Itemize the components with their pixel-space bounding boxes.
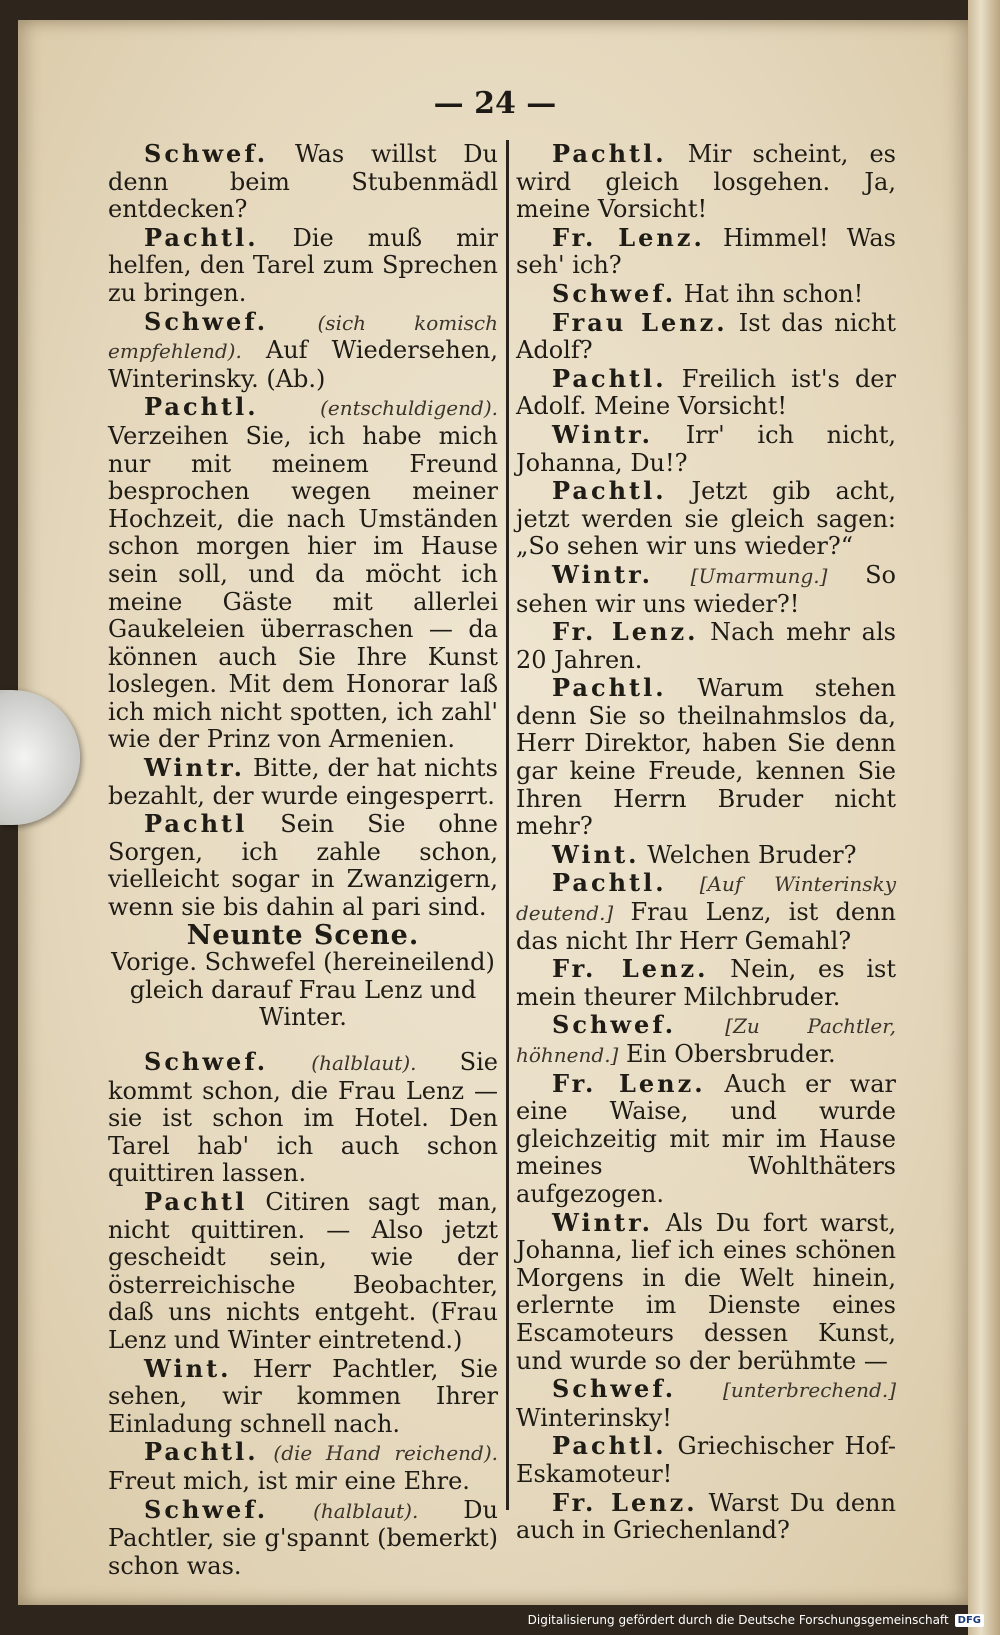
speaker-name: Pachtl.: [552, 1431, 667, 1461]
dialogue-text: Warst Du denn auch in Griechenland?: [516, 1488, 896, 1545]
dialogue-text: Sie kommt schon, die Frau Lenz — sie ist schon im Hotel. Den Tarel hab' ich auch schon quittiren lassen.: [108, 1048, 498, 1188]
dialogue-text: Bitte, der hat nichts bezahlt, der wurde eingesperrt.: [108, 754, 498, 810]
dialogue-text: Jetzt gib acht, jetzt werden sie gleich sagen: „So sehen wir uns wieder?“: [516, 477, 896, 561]
speaker-name: Schwef.: [552, 1010, 677, 1040]
dialogue-text: Auch er war eine Waise, und wurde gleichzeitig mit mir im Hause meines Wohlthäters aufgezogen.: [516, 1069, 896, 1208]
stage-direction: [Auf Winterinsky deutend.]: [516, 872, 896, 926]
speaker-name: Pachtl.: [144, 392, 259, 422]
dialogue-paragraph: [516, 1209, 896, 1376]
stage-direction: (halblaut).: [311, 1051, 417, 1075]
speaker-name: Frau Lenz.: [552, 307, 728, 337]
dialogue-text: Nein, es ist mein theurer Milchbruder.: [516, 955, 896, 1011]
dialogue-paragraph: [516, 421, 896, 477]
dialogue-paragraph: [516, 1489, 896, 1545]
speaker-name: Schwef.: [552, 1374, 677, 1404]
speaker-name: Wintr.: [552, 559, 653, 589]
speaker-name: Pachtl: [144, 809, 248, 839]
dialogue-paragraph: [516, 280, 896, 309]
dialogue-paragraph: [108, 224, 498, 308]
dialogue-paragraph: [516, 1375, 896, 1432]
scene-cast-line1: Vorige. Schwefel (hereineilend) gleich darauf Frau Lenz und: [111, 948, 495, 1004]
dialogue-text: Himmel! Was seh' ich?: [516, 223, 896, 280]
speaker-name: Schwef.: [144, 1494, 269, 1524]
stage-direction: [Zu Pachtler, höhnend.]: [516, 1014, 896, 1067]
speaker-name: Pachtl.: [552, 476, 667, 506]
stage-direction: (sich komisch empfehlend).: [108, 310, 498, 364]
dialogue-paragraph: [516, 309, 896, 365]
dialogue-text: Herr Pachtler, Sie sehen, wir kommen Ihrer Einladung schnell nach.: [108, 1354, 498, 1438]
dialogue-text: So sehen wir uns wieder?!: [516, 560, 896, 618]
stage-direction: [unterbrechend.]: [723, 1378, 896, 1403]
dialogue-text: Freilich ist's der Adolf. Meine Vorsicht!: [516, 364, 896, 421]
dialogue-paragraph: [108, 1355, 498, 1439]
dialogue-paragraph: [516, 869, 896, 955]
stage-direction: (halblaut).: [313, 1498, 419, 1523]
footer-credit: [528, 1613, 984, 1627]
dialogue-paragraph: [108, 1438, 498, 1495]
speaker-name: Pachtl: [144, 1186, 248, 1216]
dialogue-paragraph: [108, 1048, 498, 1188]
scene-cast: [108, 949, 498, 1032]
dialogue-text: Als Du fort warst, Johanna, lief ich eines schönen Morgens in die Welt hinein, erlernte im Dienste eines Escamoteurs dessen Kunst, und wurde so der berühmte —: [516, 1208, 896, 1375]
dialogue-text: Du Pachtler, sie g'spannt (bemerkt) schon was.: [108, 1495, 498, 1580]
speaker-name: Schwef.: [552, 278, 677, 308]
speaker-name: Schwef.: [144, 139, 269, 168]
right-dialogue: [516, 140, 896, 1545]
dfg-logo: DFG: [955, 1614, 984, 1627]
dialogue-text: Sein Sie ohne Sorgen, ich zahle schon, vielleicht sogar in Zwanzigern, wenn sie bis dahin al pari sind.: [108, 810, 498, 922]
speaker-name: Fr. Lenz.: [552, 954, 709, 984]
dialogue-paragraph: [516, 224, 896, 280]
dialogue-text: Winterinsky!: [516, 1403, 672, 1432]
dialogue-text: Auf Wiedersehen, Winterinsky. (Ab.): [108, 336, 498, 393]
scene-title: Neunte Scene.: [186, 919, 420, 951]
dialogue-text: Mir scheint, es wird gleich losgehen. Ja, meine Vorsicht!: [516, 140, 896, 224]
stage-direction: [Umarmung.]: [690, 563, 828, 588]
dialogue-text: Frau Lenz, ist denn das nicht Ihr Herr Gemahl?: [516, 898, 896, 955]
right-column: [516, 140, 896, 1545]
dialogue-paragraph: [108, 1496, 498, 1581]
dialogue-paragraph: [108, 393, 498, 754]
speaker-name: Fr. Lenz.: [552, 1068, 706, 1098]
speaker-name: Pachtl.: [552, 673, 667, 703]
left-dialogue-2: [108, 1048, 498, 1580]
dialogue-text: Warum stehen denn Sie so theilnahmslos da, Herr Direktor, haben Sie denn gar keine Freude, kennen Sie Ihren Herrn Bruder nicht mehr?: [516, 674, 896, 841]
dialogue-text: Ist das nicht Adolf?: [516, 308, 896, 365]
speaker-name: Wint.: [552, 839, 640, 869]
dialogue-paragraph: [516, 1011, 896, 1069]
dialogue-paragraph: [516, 1432, 896, 1488]
dialogue-text: Irr' ich nicht, Johanna, Du!?: [516, 420, 896, 477]
dialogue-paragraph: [516, 140, 896, 224]
stage-direction: (die Hand reichend).: [273, 1441, 498, 1466]
footer-text: Digitalisierung gefördert durch die Deutsche Forschungsgemeinschaft: [527, 1613, 949, 1627]
speaker-name: Schwef.: [144, 1047, 269, 1076]
dialogue-paragraph: [516, 618, 896, 674]
dialogue-paragraph: [108, 308, 498, 394]
speaker-name: Pachtl.: [552, 139, 667, 168]
page-edge: [968, 0, 1000, 1635]
dialogue-paragraph: [516, 561, 896, 618]
page-number: — 24 —: [433, 86, 557, 121]
dialogue-paragraph: [108, 810, 498, 921]
dialogue-paragraph: [516, 955, 896, 1011]
dialogue-text: Nach mehr als 20 Jahren.: [516, 618, 896, 674]
scene-cast-line2: Winter.: [259, 1003, 347, 1032]
dialogue-paragraph: [108, 140, 498, 224]
speaker-name: Wintr.: [552, 1207, 653, 1237]
speaker-name: Wintr.: [552, 419, 653, 449]
dialogue-paragraph: [516, 477, 896, 561]
dialogue-text: Verzeihen Sie, ich habe mich nur mit meinem Freund besprochen wegen meiner Hochzeit, die nach Umständen schon morgen hier im Hause sein soll, und da möcht ich meine Gäste mit allerlei Gaukeleien überraschen — da können auch Sie Ihre Kunst loslegen. Mit dem Honorar laß ich mich nicht spotten, ich zahl' wie der Prinz von Armenien.: [108, 421, 498, 754]
dialogue-paragraph: [516, 1070, 896, 1209]
left-column: [108, 140, 498, 1580]
dialogue-paragraph: [516, 841, 896, 870]
speaker-name: Schwef.: [144, 306, 269, 336]
dialogue-text: Citiren sagt man, nicht quittiren. — Also jetzt gescheidt sein, wie der österreichische Beobachter, daß uns nichts entgeht. (Frau Lenz und Winter eintretend.): [108, 1187, 498, 1354]
dialogue-paragraph: [516, 674, 896, 841]
dialogue-text: Ein Obersbruder.: [626, 1040, 836, 1068]
stage-direction: (entschuldigend).: [320, 396, 498, 421]
speaker-name: Wint.: [144, 1353, 232, 1383]
dialogue-text: Griechischer Hof-Eskamoteur!: [516, 1432, 896, 1488]
left-dialogue: [108, 140, 498, 922]
speaker-name: Pachtl.: [552, 868, 667, 898]
speaker-name: Fr. Lenz.: [552, 617, 699, 647]
dialogue-text: Was willst Du denn beim Stubenmädl entdecken?: [108, 140, 498, 224]
dialogue-text: Freut mich, ist mir eine Ehre.: [108, 1466, 470, 1495]
speaker-name: Pachtl.: [552, 363, 667, 393]
dialogue-paragraph: [108, 754, 498, 810]
dialogue-text: Welchen Bruder?: [647, 840, 857, 869]
dialogue-text: Hat ihn schon!: [683, 279, 864, 308]
column-divider: [506, 140, 509, 1510]
speaker-name: Wintr.: [144, 753, 245, 783]
speaker-name: Fr. Lenz.: [552, 1487, 698, 1517]
dialogue-text: Die muß mir helfen, den Tarel zum Sprechen zu bringen.: [108, 223, 498, 307]
speaker-name: Pachtl.: [144, 222, 259, 252]
speaker-name: Pachtl.: [144, 1437, 259, 1467]
dialogue-paragraph: [108, 1188, 498, 1355]
speaker-name: Fr. Lenz.: [552, 222, 705, 252]
dialogue-paragraph: [516, 365, 896, 421]
